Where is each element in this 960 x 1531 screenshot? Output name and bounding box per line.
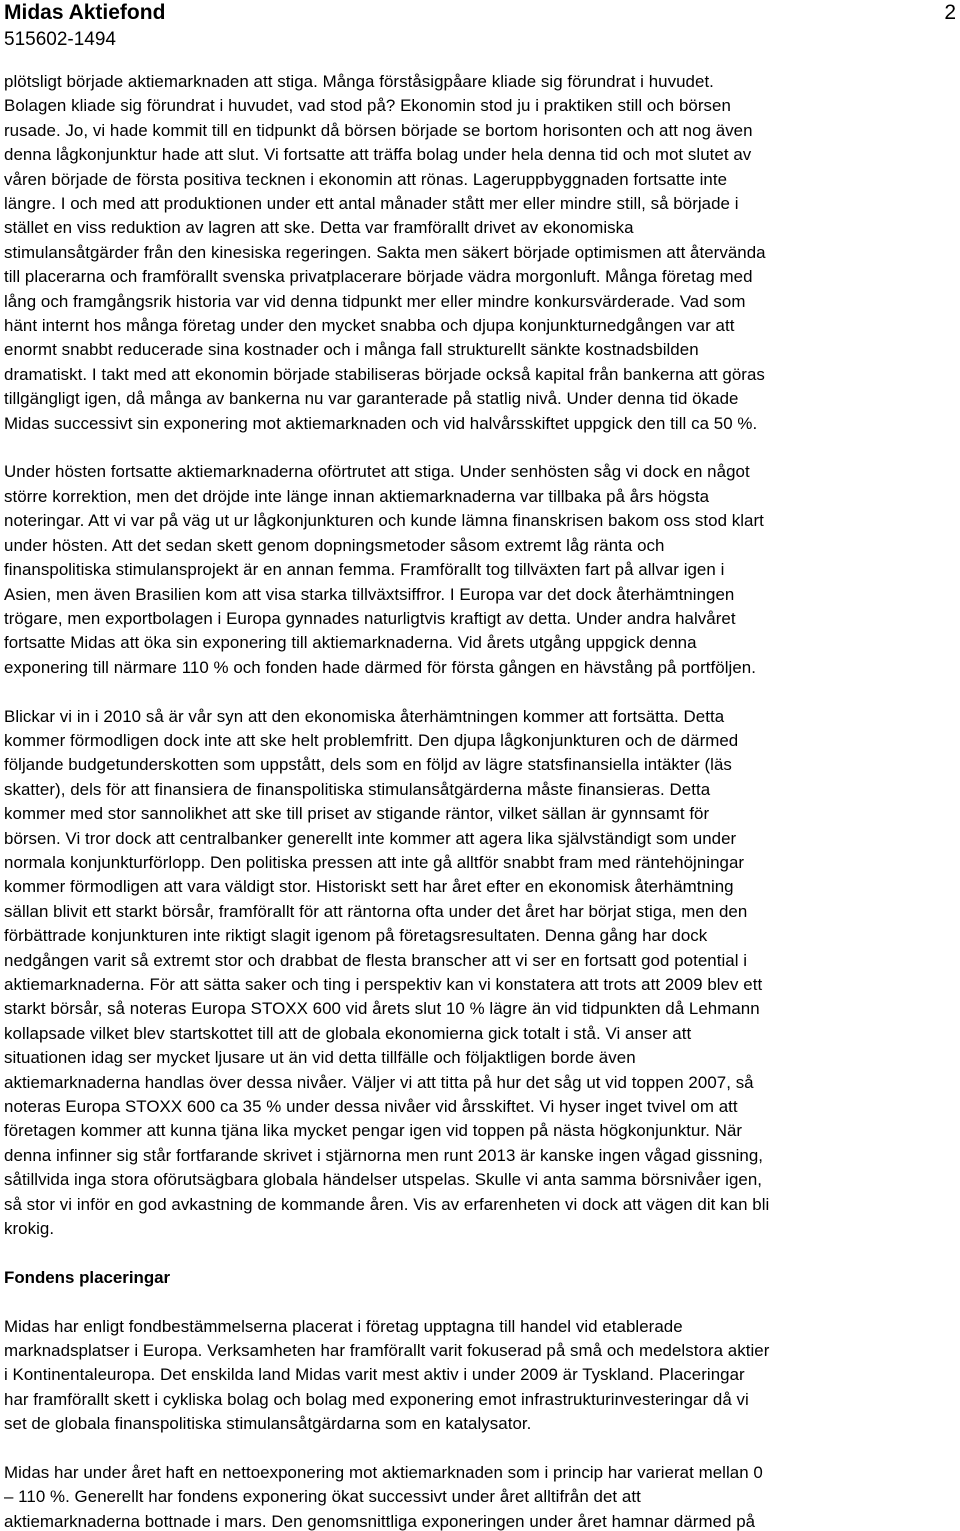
- text-line: så stor vi inför en god avkastning de kommande åren. Vis av erfarenheten vi dock att vägen dit kan bli: [4, 1194, 770, 1214]
- text-line: kommer förmodligen dock inte att ske helt problemfritt. Den djupa lågkonjunkturen och de därmed: [4, 730, 739, 750]
- text-line: har framförallt skett i cykliska bolag och bolag med exponering emot infrastrukturinvesteringar då vi: [4, 1389, 749, 1409]
- text-line: set de globala finanspolitiska stimulansåtgärdarna som en katalysator.: [4, 1414, 532, 1434]
- text-line: rusade. Jo, vi hade kommit till en tidpunkt då börsen började se bortom horisonten och att nog även: [4, 120, 753, 140]
- text-line: krokig.: [4, 1219, 55, 1239]
- text-line: börsen. Vi tror dock att centralbanker generellt inte kommer att agera lika självständigt som under: [4, 828, 737, 848]
- text-line: kollapsade vilket blev startskottet till att de globala ekonomierna gick totalt i stå. Vi anser att: [4, 1023, 692, 1043]
- text-line: aktiemarknaderna handlas över dessa nivåer. Väljer vi att titta på hur det såg ut vid toppen 2007, så: [4, 1072, 754, 1092]
- text-line: Midas successivt sin exponering mot aktiemarknaden och vid halvårsskiftet uppgick den till ca 50 %.: [4, 413, 758, 433]
- text-line: noteras Europa STOXX 600 ca 35 % under dessa nivåer vid årsskiftet. Vi hyser inget tvivel om att: [4, 1097, 738, 1117]
- text-line: Midas har enligt fondbestämmelserna placerat i företag upptagna till handel vid etablerade: [4, 1316, 683, 1336]
- text-line: sällan blivit ett starkt börsår, framförallt för att räntorna ofta under det året har börjat stiga, men den: [4, 901, 748, 921]
- text-line: Midas har under året haft en nettoexponering mot aktiemarknaden som i princip har varierat mellan 0: [4, 1463, 763, 1483]
- text-line: större korrektion, men det dröjde inte länge innan aktiemarknaderna var tillbaka på års högsta: [4, 486, 710, 506]
- text-line: denna lågkonjunktur hade att slut. Vi fortsatte att träffa bolag under hela denna tid och mot slutet av: [4, 145, 752, 165]
- text-line: exponering till närmare 110 % och fonden hade därmed för första gången en hävstång på portföljen.: [4, 657, 756, 677]
- section-heading: Fondens placeringar: [4, 1267, 171, 1287]
- org-number: 515602-1494: [4, 29, 116, 50]
- text-line: följande budgetunderskotten som uppstått, dels som en följd av lägre statsfinansiella intäkter (läs: [4, 755, 732, 775]
- text-line: kommer med stor sannolikhet att ske till priset av stigande räntor, vilket sällan är gynnsamt för: [4, 804, 710, 824]
- text-line: företagen kommer att kunna tjäna lika mycket pengar igen vid toppen på nästa högkonjunktur. När: [4, 1121, 743, 1141]
- text-line: lång och framgångsrik historia var vid denna tidpunkt mer eller mindre konkursvärderade. Vad som: [4, 291, 746, 311]
- text-line: såtillvida inga stora oförutsägbara globala händelser utspelas. Skulle vi anta samma börsnivåer igen,: [4, 1170, 763, 1190]
- text-line: aktiemarknaderna bottnade i mars. Den genomsnittliga exponeringen under året hamnar därmed på: [4, 1511, 756, 1531]
- text-line: till placerarna och framförallt svenska privatplacerare började vädra morgonluft. Många företag med: [4, 267, 753, 287]
- text-line: stället en viss reduktion av lagren att ske. Detta var framförallt drivet av ekonomiska: [4, 218, 634, 238]
- fund-name: Midas Aktiefond: [4, 1, 166, 24]
- text-line: stimulansåtgärder från den kinesiska regeringen. Sakta men säkert började optimismen att återvända: [4, 242, 766, 262]
- text-line: denna infinner sig står fortfarande skrivet i stjärnorna men runt 2013 är kanske ingen vågad gissning,: [4, 1145, 764, 1165]
- text-line: situationen idag ser mycket ljusare ut än vid detta tillfälle och följaktligen borde även: [4, 1048, 636, 1068]
- text-line: förbättrade konjunkturen inte riktigt slagit igenom på företagsresultaten. Denna gång har dock: [4, 926, 708, 946]
- document-body: [4, 70, 956, 1531]
- text-line: skatter), dels för att finansiera de finanspolitiska stimulansåtgärderna måste finansieras. Detta: [4, 779, 711, 799]
- text-line: våren började de första positiva tecknen i ekonomin att rönas. Lageruppbyggnaden fortsatte inte: [4, 169, 728, 189]
- text-line: – 110 %. Generellt har fondens exponering ökat successivt under året alltifrån det att: [4, 1487, 641, 1507]
- page-number: 2: [944, 1, 956, 24]
- text-line: plötsligt började aktiemarknaden att stiga. Många förståsigpåare kliade sig förundrat i huvudet.: [4, 72, 714, 91]
- text-line: marknadsplatser i Europa. Verksamheten har framförallt varit fokuserad på små och medelstora aktier: [4, 1341, 770, 1361]
- text-line: Bolagen kliade sig förundrat i huvudet, vad stod på? Ekonomin stod ju i praktiken still och börsen: [4, 96, 731, 116]
- text-line: nedgången varit så extremt stor och drabbat de flesta branscher att vi ser en fortsatt god potential i: [4, 950, 748, 970]
- text-line: starkt börsår, så noteras Europa STOXX 600 vid årets slut 10 % lägre än vid tidpunkten då Lehmann: [4, 999, 760, 1019]
- text-line: noteringar. Att vi var på väg ut ur lågkonjunkturen och kunde lämna finanskrisen bakom oss stod klart: [4, 511, 764, 531]
- text-line: enormt snabbt reducerade sina kostnader och i många fall strukturellt sänkte kostnadsbilden: [4, 340, 699, 360]
- paragraph: [4, 1461, 956, 1531]
- text-line: tillgängligt igen, då många av bankerna nu var garanterade på statlig nivå. Under denna tid ökade: [4, 389, 739, 409]
- text-line: hänt internt hos många företag under den mycket snabba och djupa konjunkturnedgången var att: [4, 316, 735, 336]
- text-line: Under hösten fortsatte aktiemarknaderna oförtrutet att stiga. Under senhösten såg vi dock en något: [4, 462, 750, 482]
- paragraph: [4, 705, 956, 1242]
- paragraph: [4, 460, 956, 680]
- text-line: Asien, men även Brasilien kom att visa starka tillväxtsiffror. I Europa var det dock återhämtningen: [4, 584, 735, 604]
- text-line: längre. I och med att produktionen under ett antal månader stått mer eller mindre still, så började i: [4, 194, 739, 214]
- text-line: normala konjunkturförlopp. Den politiska pressen att inte gå alltför snabbt fram med räntehöjningar: [4, 852, 745, 872]
- text-line: aktiemarknaderna. För att sätta saker och ting i perspektiv kan vi konstatera att trots att 2009 blev ett: [4, 975, 763, 994]
- text-line: i Kontinentaleuropa. Det enskilda land Midas varit mest aktiv i under 2009 är Tyskland. Placeringar: [4, 1365, 745, 1385]
- text-line: dramatiskt. I takt med att ekonomin började stabiliseras började också kapital från bankerna att göras: [4, 364, 765, 384]
- text-line: fortsatte Midas att öka sin exponering till aktiemarknaderna. Vid årets utgång uppgick denna: [4, 633, 697, 653]
- text-line: Blickar vi in i 2010 så är vår syn att den ekonomiska återhämtningen kommer att fortsätta. Detta: [4, 706, 725, 726]
- text-line: finanspolitiska stimulansprojekt är en annan femma. Framförallt tog tillväxten fart på allvar igen i: [4, 560, 725, 580]
- text-line: under hösten. Att det sedan skett genom dopningsmetoder såsom extremt låg ränta och: [4, 535, 665, 555]
- paragraph: [4, 70, 956, 436]
- paragraph: [4, 1315, 956, 1437]
- text-line: kommer förmodligen att vara väldigt stor. Historiskt sett har året efter en ekonomisk återhämtning: [4, 877, 734, 897]
- text-line: trögare, men exportbolagen i Europa gynnades naturligtvis kraftigt av detta. Under andra halvåret: [4, 608, 736, 628]
